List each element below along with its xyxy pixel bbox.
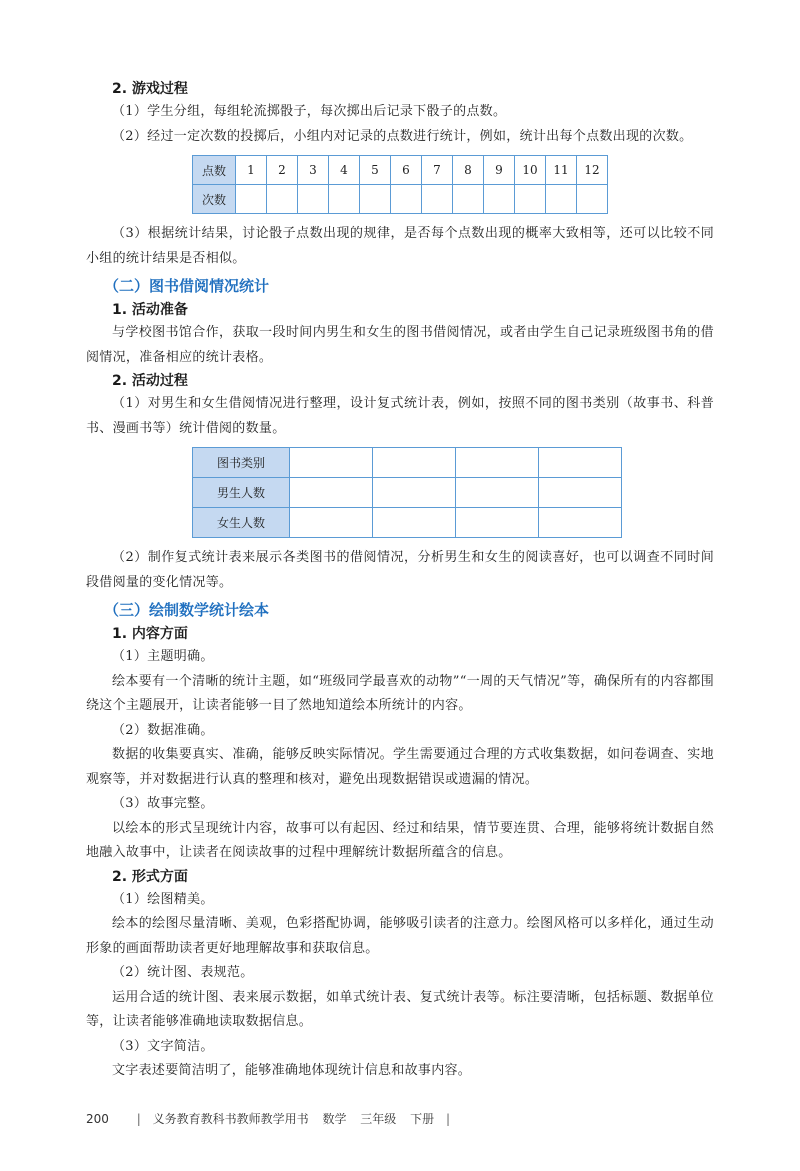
dice-point-cell: 4 [329,156,360,185]
dice-point-cell: 7 [422,156,453,185]
content-item-2-text: 数据的收集要真实、准确，能够反映实际情况。学生需要通过合理的方式收集数据，如问卷调查、实地观察等，并对数据进行认真的整理和核对，避免出现数据错误或遗漏的情况。 [86,747,714,787]
dice-points-row [193,156,608,185]
content-item-2: （2）数据准确。 [112,722,214,738]
page-number: 200 [86,1112,109,1126]
book-cell [539,448,622,478]
footer-separator: | [136,1112,141,1126]
game-step-3: （3）根据统计结果，讨论骰子点数出现的规律，是否每个点数出现的概率大致相等，还可以比较不同小组的统计结果是否相似。 [86,226,714,266]
dice-times-row [193,185,608,214]
dice-point-cell: 6 [391,156,422,185]
book-cell [290,448,373,478]
book-cell [456,508,539,538]
dice-point-cell: 11 [546,156,577,185]
form-item-2-text: 运用合适的统计图、表来展示数据，如单式统计表、复式统计表等。标注要清晰，包括标题、数据单位等，让读者能够准确地读取数据信息。 [86,989,714,1029]
dice-times-cell [267,185,298,214]
form-item-1: （1）绘图精美。 [112,891,214,907]
dice-point-cell: 5 [360,156,391,185]
book-cell [456,448,539,478]
book-borrow-table [192,447,622,538]
page-content [86,78,714,1084]
form-aspect-heading: 2. 形式方面 [112,868,188,885]
library-prep-heading: 1. 活动准备 [112,302,188,318]
dice-times-cell [453,185,484,214]
content-item-1: （1）主题明确。 [112,649,214,664]
book-cell [373,448,456,478]
girls-count-header: 女生人数 [193,508,290,538]
girls-count-row [193,508,622,538]
footer-separator: | [445,1112,451,1126]
dice-point-cell: 12 [577,156,608,185]
book-cell [373,508,456,538]
dice-times-cell [546,185,577,214]
game-process-heading: 2. 游戏过程 [112,81,188,97]
dice-times-cell [577,185,608,214]
book-category-header: 图书类别 [193,448,290,478]
form-item-3-text: 文字表述要简洁明了，能够准确地体现统计信息和故事内容。 [112,1063,472,1078]
game-step-1: （1）学生分组，每组轮流掷骰子，每次掷出后记录下骰子的点数。 [112,104,507,119]
game-step-2: （2）经过一定次数的投掷后，小组内对记录的点数进行统计，例如，统计出每个点数出现的次数。 [112,128,693,144]
dice-times-cell [360,185,391,214]
dice-times-cell [298,185,329,214]
dice-point-cell: 10 [515,156,546,185]
dice-times-cell [515,185,546,214]
library-step-2: （2）制作复式统计表来展示各类图书的借阅情况，分析男生和女生的阅读喜好，也可以调查不同时间段借阅量的变化情况等。 [86,550,714,590]
dice-point-cell: 8 [453,156,484,185]
footer-book-title: 义务教育教科书教师教学用书 [152,1112,309,1126]
dice-times-cell [236,185,267,214]
page-footer [86,1110,458,1127]
library-section-heading: （二）图书借阅情况统计 [104,277,270,295]
form-item-2: （2）统计图、表规范。 [112,965,254,980]
content-item-3-text: 以绘本的形式呈现统计内容，故事可以有起因、经过和结果，情节要连贯、合理，能够将统计数据自然地融入故事中，让读者在阅读故事的过程中理解统计数据所蕴含的信息。 [86,820,714,860]
dice-times-cell [484,185,515,214]
dice-point-cell: 2 [267,156,298,185]
book-category-row [193,448,622,478]
form-item-1-text: 绘本的绘图尽量清晰、美观，色彩搭配协调，能够吸引读者的注意力。绘图风格可以多样化，通过生动形象的画面帮助读者更好地理解故事和获取信息。 [86,916,714,956]
dice-points-header: 点数 [193,156,236,185]
book-cell [290,478,373,508]
book-cell [539,478,622,508]
dice-point-cell: 3 [298,156,329,185]
footer-subject: 数学 [322,1112,347,1126]
dice-point-cell: 9 [484,156,515,185]
book-cell [456,478,539,508]
content-item-1-text: 绘本要有一个清晰的统计主题，如“班级同学最喜欢的动物”“一周的天气情况”等，确保所有的内容都围绕这个主题展开，让读者能够一目了然地知道绘本所统计的内容。 [86,673,714,713]
dice-point-cell: 1 [236,156,267,185]
content-item-3: （3）故事完整。 [112,796,214,811]
library-step-1: （1）对男生和女生借阅情况进行整理，设计复式统计表，例如，按照不同的图书类别（故事书、科普书、漫画书等）统计借阅的数量。 [86,396,714,436]
boys-count-header: 男生人数 [193,478,290,508]
picturebook-section-heading: （三）绘制数学统计绘本 [104,601,270,619]
boys-count-row [193,478,622,508]
dice-times-cell [391,185,422,214]
form-item-3: （3）文字简洁。 [112,1038,214,1054]
library-prep-text: 与学校图书馆合作，获取一段时间内男生和女生的图书借阅情况，或者由学生自己记录班级图书角的借阅情况，准备相应的统计表格。 [86,325,714,365]
dice-times-cell [422,185,453,214]
dice-times-header: 次数 [193,185,236,214]
dice-count-table [192,155,608,214]
book-cell [290,508,373,538]
book-cell [373,478,456,508]
footer-volume: 下册 [410,1112,435,1126]
library-process-heading: 2. 活动过程 [112,373,188,389]
footer-grade: 三年级 [360,1112,397,1126]
content-aspect-heading: 1. 内容方面 [112,626,188,642]
dice-times-cell [329,185,360,214]
book-cell [539,508,622,538]
